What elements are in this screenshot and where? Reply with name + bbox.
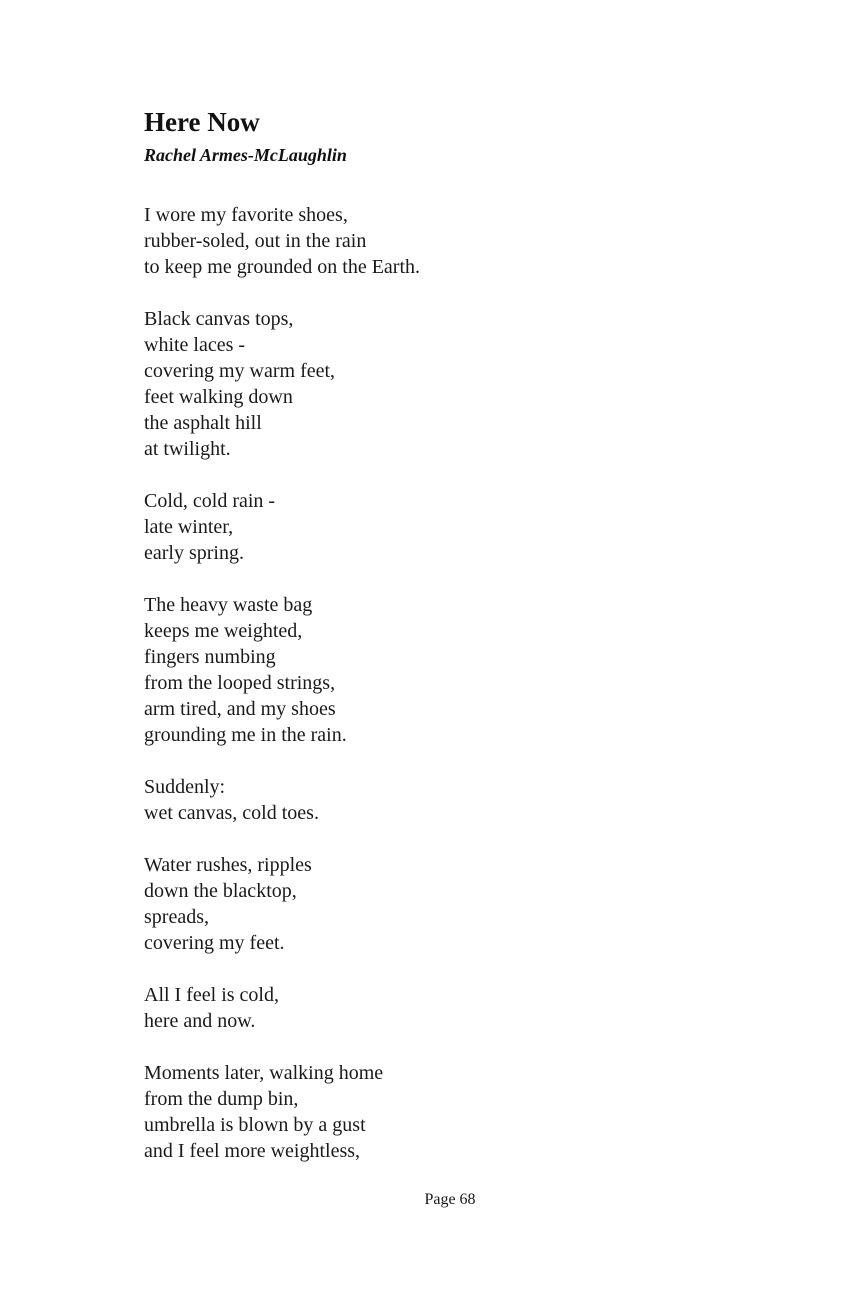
page-number: Page 68	[424, 1191, 476, 1208]
poem-line: umbrella is blown by a gust	[144, 1114, 366, 1136]
poem-body	[144, 202, 744, 1164]
poem-line: keeps me weighted,	[144, 620, 303, 642]
poem-line: at twilight.	[144, 438, 231, 460]
poem-line: I wore my favorite shoes,	[144, 204, 348, 226]
poem-title: Here Now	[144, 107, 260, 137]
poem-line: Water rushes, ripples	[144, 854, 312, 876]
poem-line: to keep me grounded on the Earth.	[144, 256, 421, 278]
poem-line: Suddenly:	[144, 776, 226, 798]
poem-line: Black canvas tops,	[144, 308, 294, 330]
poem-line: white laces -	[144, 334, 246, 356]
poem-line: arm tired, and my shoes	[144, 698, 336, 720]
poem-line: Cold, cold rain -	[144, 490, 276, 512]
poem-page	[144, 104, 744, 1164]
poem-line: rubber-soled, out in the rain	[144, 230, 367, 252]
poem-line: Moments later, walking home	[144, 1062, 384, 1084]
poem-line: the asphalt hill	[144, 412, 262, 434]
poem-line: covering my feet.	[144, 932, 285, 954]
poem-line: early spring.	[144, 542, 244, 564]
poem-line: down the blacktop,	[144, 880, 297, 902]
stanza	[144, 982, 744, 1034]
poem-line: covering my warm feet,	[144, 360, 336, 382]
stanza	[144, 592, 744, 748]
poem-line: All I feel is cold,	[144, 984, 279, 1006]
poem-line: from the looped strings,	[144, 672, 336, 694]
poem-line: fingers numbing	[144, 646, 276, 668]
poem-line: and I feel more weightless,	[144, 1140, 361, 1162]
stanza	[144, 488, 744, 566]
poem-line: The heavy waste bag	[144, 594, 313, 616]
stanza	[144, 852, 744, 956]
stanza	[144, 774, 744, 826]
poem-line: wet canvas, cold toes.	[144, 802, 319, 824]
poem-line: from the dump bin,	[144, 1088, 299, 1110]
poem-author: Rachel Armes-McLaughlin	[144, 145, 347, 165]
poem-line: late winter,	[144, 516, 234, 538]
stanza	[144, 306, 744, 462]
stanza	[144, 202, 744, 280]
stanza	[144, 1060, 744, 1164]
poem-line: here and now.	[144, 1010, 256, 1032]
poem-line: feet walking down	[144, 386, 293, 408]
poem-line: spreads,	[144, 906, 209, 928]
poem-line: grounding me in the rain.	[144, 724, 347, 746]
